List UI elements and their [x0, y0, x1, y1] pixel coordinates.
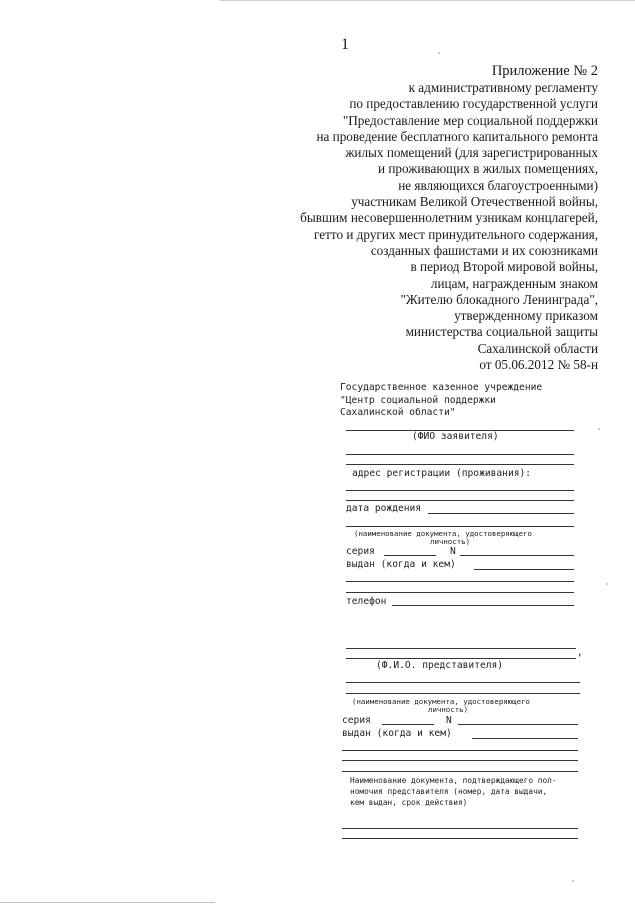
- appendix-line: в период Второй мировой войны,: [410, 259, 598, 275]
- address-field-1[interactable]: [346, 490, 574, 491]
- series-label: серия: [346, 546, 375, 557]
- authority-caption-line: Наименование документа, подтверждающего пол-: [350, 776, 557, 785]
- rep-number-label: N: [446, 715, 452, 726]
- comma-mark: ,: [577, 647, 583, 658]
- rep-issued-label: выдан (когда и кем): [342, 728, 452, 739]
- appendix-line: бывшим несовершеннолетним узникам концлагерей,: [300, 210, 598, 226]
- rep-issued-field-3[interactable]: [342, 760, 578, 761]
- appendix-line: жилых помещений (для зарегистрированных: [345, 145, 598, 161]
- number-field[interactable]: [460, 555, 574, 556]
- applicant-name-field-2[interactable]: [346, 454, 574, 455]
- issued-field[interactable]: [474, 569, 574, 570]
- address-field-2[interactable]: [346, 500, 574, 501]
- appendix-line: Приложение № 2: [491, 63, 598, 79]
- appendix-line: министерства социальной защиты: [405, 324, 598, 340]
- number-label: N: [450, 546, 456, 557]
- appendix-line: не являющихся благоустроенными): [398, 177, 598, 193]
- representative-caption: (Ф.И.О. представителя): [376, 660, 504, 671]
- appendix-line: "Жителю блокадного Ленинграда",: [400, 291, 598, 307]
- appendix-line: созданных фашистами и их союзниками: [370, 242, 598, 258]
- rep-id-document-caption: (наименование документа, удостоверяющего: [352, 697, 530, 706]
- scan-speck: [438, 52, 440, 54]
- rep-issued-field-4[interactable]: [342, 771, 578, 772]
- issued-field-2[interactable]: [346, 581, 574, 582]
- scan-speck: [606, 583, 608, 585]
- representative-field-2[interactable]: [346, 658, 576, 659]
- id-document-caption: (наименование документа, удостоверяющего: [354, 529, 532, 538]
- appendix-line: по предоставлению государственной услуги: [349, 96, 598, 112]
- phone-label: телефон: [346, 596, 387, 607]
- address-label: адрес регистрации (проживания):: [352, 468, 532, 479]
- appendix-line: утвержденному приказом: [454, 308, 598, 324]
- scan-speck: [598, 428, 600, 430]
- applicant-name-field-3[interactable]: [346, 464, 574, 465]
- representative-field-1[interactable]: [346, 648, 576, 649]
- applicant-name-caption: (ФИО заявителя): [412, 431, 499, 442]
- issued-field-3[interactable]: [346, 592, 574, 593]
- addressee-line: "Центр социальной поддержки: [340, 394, 496, 406]
- phone-field[interactable]: [392, 605, 574, 606]
- appendix-line: участникам Великой Отечественной войны,: [351, 194, 598, 210]
- issued-label: выдан (когда и кем): [346, 559, 456, 570]
- authority-caption-line: кем выдан, срок действия): [350, 798, 468, 807]
- authority-caption: [350, 775, 557, 808]
- scan-edge-top: [220, 0, 635, 1]
- appendix-line: лицам, награжденным знаком: [430, 275, 598, 291]
- authority-caption-line: номочия представителя (номер, дата выдачи,: [350, 787, 548, 796]
- rep-number-field[interactable]: [458, 724, 578, 725]
- appendix-line: Сахалинской области: [477, 340, 598, 356]
- appendix-header: [268, 63, 598, 373]
- authority-field-2[interactable]: [342, 838, 578, 839]
- addressee-block: [340, 382, 542, 420]
- appendix-line: к административному регламенту: [408, 80, 598, 95]
- representative-field-3[interactable]: [346, 682, 580, 683]
- scan-edge-bottom: [0, 902, 215, 903]
- rep-series-field[interactable]: [382, 724, 434, 725]
- rep-id-document-field[interactable]: [346, 693, 580, 694]
- appendix-line: гетто и других мест принудительного содержания,: [314, 226, 598, 242]
- rep-id-document-caption-2: личность): [428, 705, 469, 714]
- series-field[interactable]: [384, 555, 436, 556]
- authority-field-1[interactable]: [342, 828, 578, 829]
- id-document-field[interactable]: [346, 526, 574, 527]
- id-document-caption-2: личность): [430, 537, 471, 546]
- page-number: 1: [341, 36, 349, 53]
- addressee-line: Государственное казенное учреждение: [340, 382, 543, 393]
- appendix-line: и проживающих в жилых помещениях,: [377, 161, 598, 177]
- addressee-line: Сахалинской области": [340, 407, 456, 418]
- appendix-line: на проведение бесплатного капитального ремонта: [316, 128, 598, 144]
- rep-series-label: серия: [342, 715, 371, 726]
- rep-issued-field[interactable]: [472, 738, 578, 739]
- birth-date-field[interactable]: [428, 513, 574, 514]
- rep-issued-field-2[interactable]: [342, 750, 578, 751]
- appendix-line: от 05.06.2012 № 58-н: [479, 357, 598, 373]
- appendix-line: "Предоставление мер социальной поддержки: [342, 112, 598, 128]
- scan-speck: [572, 880, 574, 882]
- birth-date-label: дата рождения: [346, 503, 422, 514]
